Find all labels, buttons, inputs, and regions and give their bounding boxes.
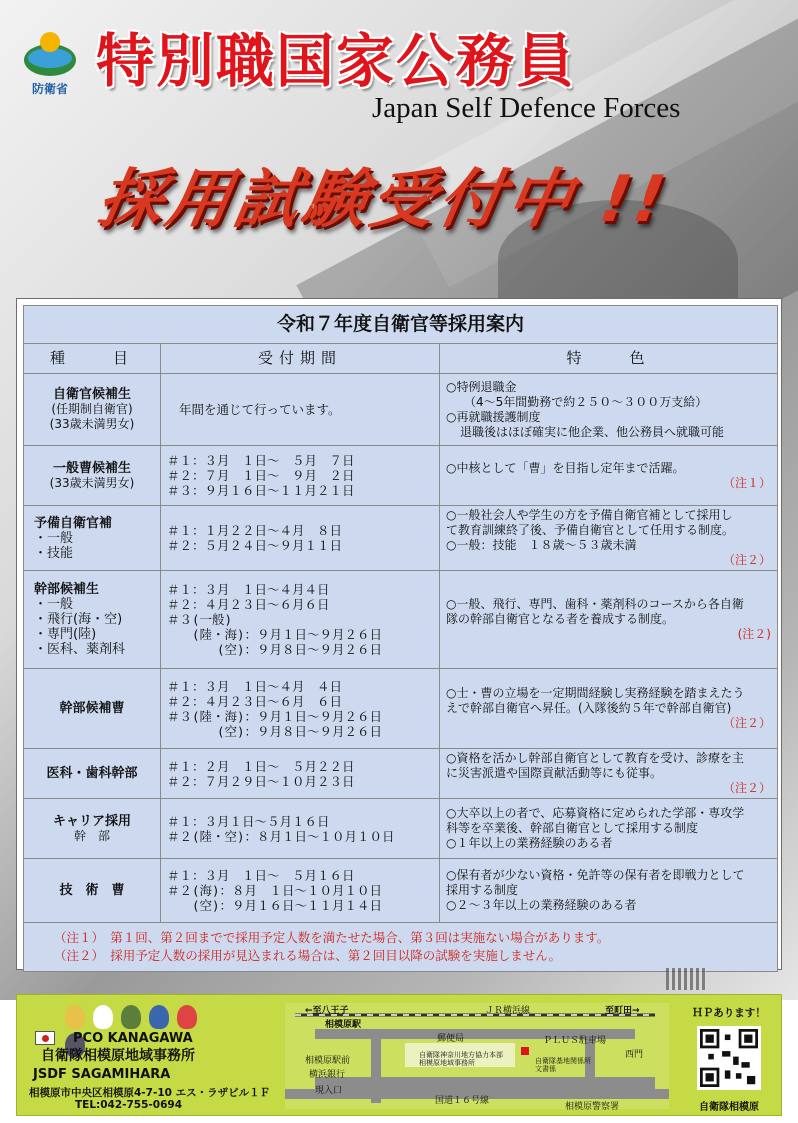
category-name: 自衛官候補生 xyxy=(52,387,131,402)
map-label-hachioji: ←至八王子 xyxy=(305,1006,349,1016)
feature-line: ○一般社会人や学生の方を予備自衛官補として採用し xyxy=(446,508,733,522)
map-label-plus: ＰＬＵＳ駐車場 xyxy=(543,1036,607,1046)
mascot-icon xyxy=(65,1005,85,1029)
feature-line: ○２～３年以上の業務経験のある者 xyxy=(446,898,637,912)
table-notes xyxy=(24,923,778,972)
feature-note: （注１） xyxy=(722,475,771,490)
page-subtitle: Japan Self Defence Forces xyxy=(372,92,681,124)
table-row xyxy=(24,749,778,799)
cell-category xyxy=(24,859,161,923)
feature-line: て教育訓練終了後、予備自衛官として任用する制度。 xyxy=(446,523,735,537)
mascot-icon xyxy=(177,1005,197,1029)
map-label-police: 相模原警察署 xyxy=(565,1102,620,1112)
office-english: JSDF SAGAMIHARA xyxy=(33,1067,171,1082)
page-title: 特別職国家公務員 xyxy=(96,27,577,95)
map-label-machida: 至町田→ xyxy=(605,1006,640,1016)
cell-period: 年間を通じて行っています。 xyxy=(161,374,440,446)
cell-category xyxy=(24,799,161,859)
cell-period: ＃１：３月 １日～４月 ４日 ＃２：４月２３日～６月 ６日 ＃３(陸・海)：９月１日～９月２６日 (空)：９月８日～９月２６日 xyxy=(161,669,440,749)
feature-line: ○一般：技能 １８歳～５３歳未満 xyxy=(446,538,637,552)
pco-label: PCO KANAGAWA xyxy=(73,1031,193,1046)
cell-features xyxy=(440,506,778,571)
map-label-kanai: 現入口 xyxy=(315,1086,343,1096)
feature-line: 採用する制度 xyxy=(446,883,519,897)
feature-line: ○再就職援護制度 xyxy=(446,409,541,424)
map-label-jr: ＪＲ横浜線 xyxy=(485,1006,531,1016)
note-2: （注２） 採用予定人数の採用が見込まれる場合は、第２回目以降の試験を実施しません。 xyxy=(54,948,562,963)
feature-line: 隊の幹部自衛官となる者を養成する制度。 xyxy=(446,612,675,626)
cell-features xyxy=(440,799,778,859)
hp-label: ＨＰあります！ xyxy=(692,1007,766,1019)
feature-line: ○士・曹の立場を一定期間経験し実務経験を踏まえたう xyxy=(446,686,745,700)
map-label-station-front: 相模原駅前 xyxy=(305,1056,351,1066)
feature-line: ○中核として「曹」を目指し定年まで活躍。 xyxy=(446,460,685,475)
category-subline: ・飛行(海・空) xyxy=(34,612,123,627)
category-name: 幹部候補曹 xyxy=(59,701,125,716)
office-info xyxy=(25,1001,281,1111)
table-caption: 令和７年度自衛官等採用案内 xyxy=(24,306,778,344)
feature-line: 科等を卒業後、幹部自衛官として採用する制度 xyxy=(446,821,699,835)
column-header-features: 特 色 xyxy=(440,344,778,374)
cell-period: ＃１：３月 １日～４月４日 ＃２：４月２３日～６月６日 ＃３(一般) (陸・海)：９月１日～９月２６日 (空)：９月８日～９月２６日 xyxy=(161,571,440,669)
cell-features xyxy=(440,374,778,446)
category-subline: (33歳未満男女) xyxy=(49,417,135,431)
office-name: 自衛隊相模原地域事務所 xyxy=(41,1048,195,1064)
category-subline: ・専門(陸) xyxy=(34,627,97,642)
table-row xyxy=(24,669,778,749)
cell-period: ＃１：２月 １日～ ５月２２日 ＃２：７月２９日～１０月２３日 xyxy=(161,749,440,799)
feature-line: （4～5年間勤務で約２５０～３００万支給） xyxy=(464,394,708,409)
cell-category xyxy=(24,749,161,799)
map-label-post-office: 郵便局 xyxy=(437,1034,465,1044)
table-row xyxy=(24,446,778,506)
category-subline: 幹 部 xyxy=(73,828,110,843)
category-name: キャリア採用 xyxy=(52,813,131,829)
feature-line: ○１年以上の業務経験のある者 xyxy=(446,836,613,850)
category-name: 技 術 曹 xyxy=(59,883,125,898)
feature-line: ○保有者が少ない資格・免許等の保有者を即戦力として xyxy=(446,868,745,882)
table-row xyxy=(24,374,778,446)
recruitment-table xyxy=(23,305,778,972)
category-subline: (任期制自衛官) xyxy=(51,402,133,416)
cell-category xyxy=(24,669,161,749)
mascot-icon xyxy=(121,1005,141,1029)
feature-line: 退職後はほぼ確実に他企業、他公務員へ就職可能 xyxy=(460,424,725,439)
feature-note: (注２) xyxy=(737,627,771,641)
feature-line: ○資格を活かし幹部自衛官として教育を受け、診療を主 xyxy=(446,751,744,765)
access-map xyxy=(285,1003,669,1112)
small-qr-code xyxy=(666,968,706,990)
category-name: 医科・歯科幹部 xyxy=(46,766,138,781)
catchphrase: 採用試験受付中 !! xyxy=(92,163,675,237)
cell-category xyxy=(24,506,161,571)
cell-features xyxy=(440,859,778,923)
hp-caption: 自衛隊相模原 xyxy=(699,1102,759,1113)
map-label-city-office: 自衛隊基地関係所 文書係 xyxy=(535,1057,591,1073)
table-row xyxy=(24,799,778,859)
cell-period: ＃１：３月１日～５月１６日 ＃２(陸・空)：８月１日～１０月１０日 xyxy=(161,799,440,859)
map-label-office: 自衛隊神奈川地方協力本部 相模原地域事務所 xyxy=(419,1051,503,1067)
map-label-west-gate: 西門 xyxy=(625,1050,644,1060)
category-subline: ・医科、薬剤科 xyxy=(34,642,126,657)
category-name: 幹部候補生 xyxy=(34,582,100,597)
mascot-icon xyxy=(93,1005,113,1029)
feature-note: （注２） xyxy=(722,781,771,795)
cell-features xyxy=(440,749,778,799)
table-row xyxy=(24,571,778,669)
ministry-label: 防衛省 xyxy=(31,82,68,96)
cell-period: ＃１：１月２２日～４月 ８日 ＃２：５月２４日～９月１１日 xyxy=(161,506,440,571)
category-name: 予備自衛官補 xyxy=(34,515,113,531)
map-label-station: 相模原駅 xyxy=(325,1020,362,1030)
category-subline: ・一般 xyxy=(34,597,74,612)
category-subline: (33歳未満男女) xyxy=(49,475,135,490)
homepage-info xyxy=(681,1001,777,1111)
category-name: 一般曹候補生 xyxy=(52,460,131,476)
feature-line: に災害派遣や国際貢献活動等にも従事。 xyxy=(446,766,663,780)
category-subline: ・一般 xyxy=(34,530,74,546)
cell-period: ＃１：３月 １日～ ５月１６日 ＃２(海)：８月 １日～１０月１０日 (空)：９月１６日～１１月１４日 xyxy=(161,859,440,923)
recruitment-panel xyxy=(16,298,782,970)
map-label-route16: 国道１６号線 xyxy=(435,1096,490,1106)
cell-category xyxy=(24,571,161,669)
mascots xyxy=(65,1005,215,1033)
table-row xyxy=(24,859,778,923)
qr-code-icon[interactable] xyxy=(697,1026,761,1090)
cell-features xyxy=(440,571,778,669)
category-subline: ・技能 xyxy=(34,545,74,561)
feature-note: （注２） xyxy=(722,553,771,567)
column-header-period: 受付期間 xyxy=(161,344,440,374)
office-address: 相模原市中央区相模原4-7-10 エス・ラザビル１Ｆ xyxy=(29,1087,271,1099)
note-1: （注１） 第１回、第２回までで採用予定人数を満たせた場合、第３回は実施ない場合があります。 xyxy=(54,930,610,945)
feature-line: ○特例退職金 xyxy=(446,379,517,394)
feature-line: ○一般、飛行、専門、歯科・薬剤科のコースから各自衛 xyxy=(446,597,744,611)
cell-category xyxy=(24,374,161,446)
map-label-bank: 横浜銀行 xyxy=(309,1070,346,1080)
table-row xyxy=(24,506,778,571)
column-header-category: 種 目 xyxy=(24,344,161,374)
office-tel: TEL:042-755-0694 xyxy=(75,1099,182,1111)
mascot-icon xyxy=(149,1005,169,1029)
cell-features xyxy=(440,669,778,749)
footer-banner xyxy=(16,994,782,1116)
cell-category xyxy=(24,446,161,506)
feature-line: ○大卒以上の者で、応募資格に定められた学部・専攻学 xyxy=(446,806,745,820)
japan-flag-icon xyxy=(35,1031,55,1045)
cell-period: ＃１：３月 １日～ ５月 ７日 ＃２：７月 １日～ ９月 ２日 ＃３：９月１６日～１１月２１日 xyxy=(161,446,440,506)
cell-features xyxy=(440,446,778,506)
feature-note: （注２） xyxy=(722,716,771,730)
feature-line: えで幹部自衛官へ昇任。(入隊後約５年で幹部自衛官) xyxy=(446,701,732,715)
